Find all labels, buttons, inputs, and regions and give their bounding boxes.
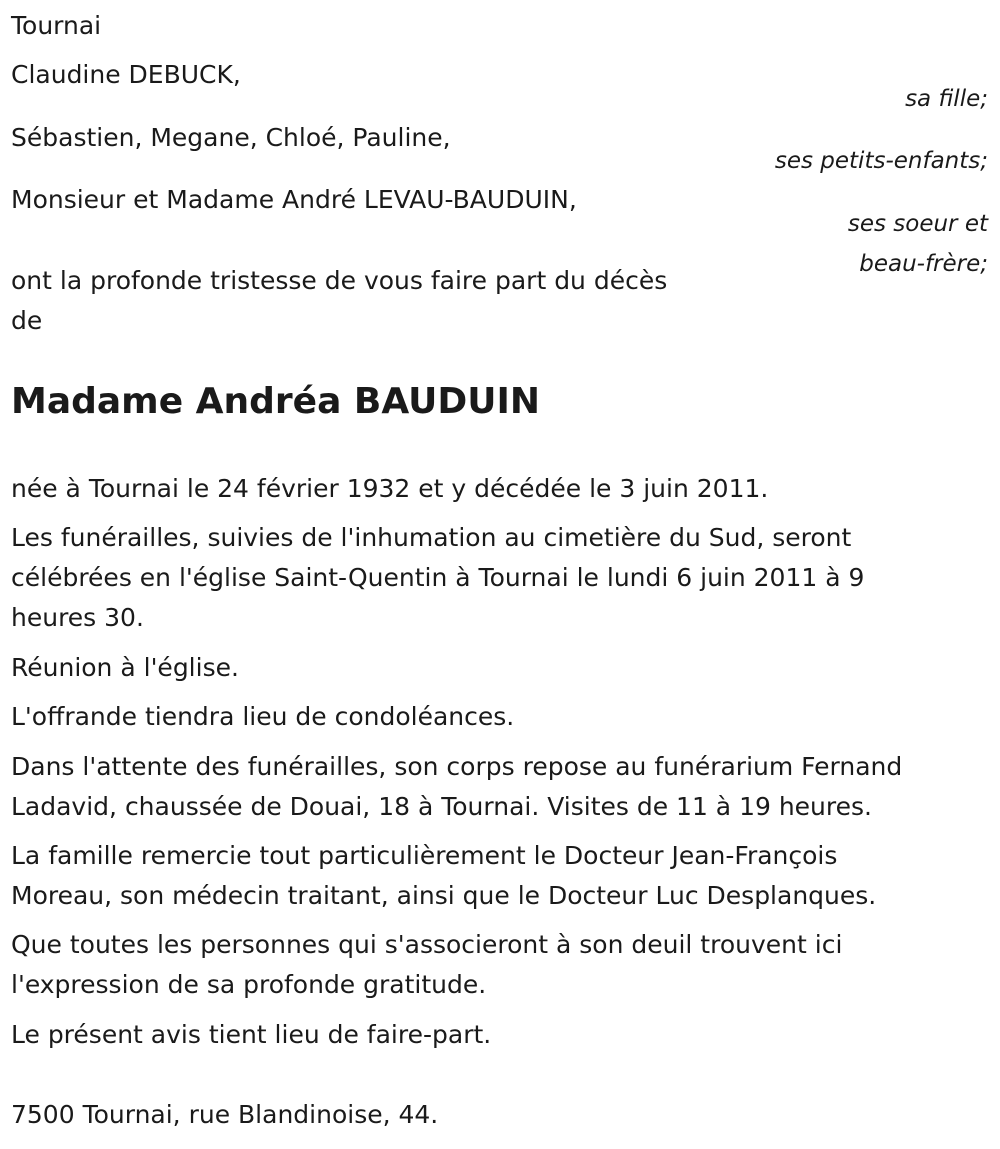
address-line: 7500 Tournai, rue Blandinoise, 44. <box>11 1100 439 1129</box>
announcement <box>11 261 731 341</box>
funerarium-line: Ladavid, chaussée de Douai, 18 à Tournai. Visites de 11 à 19 heures. <box>11 792 872 821</box>
family-member-grandchildren: Sébastien, Megane, Chloé, Pauline, <box>11 123 451 152</box>
relation-daughter: sa fille; <box>905 86 988 112</box>
thanks-doctors-paragraph <box>11 836 986 916</box>
funeral-paragraph <box>11 518 986 638</box>
relation-sister <box>848 204 988 284</box>
funerarium-paragraph <box>11 747 986 827</box>
city-header: Tournai <box>11 11 102 40</box>
funerarium-line: Dans l'attente des funérailles, son corps repose au funérarium Fernand <box>11 752 903 781</box>
gratitude-line: Que toutes les personnes qui s'associeront à son deuil trouvent ici <box>11 930 843 959</box>
family-member-daughter: Claudine DEBUCK, <box>11 60 241 89</box>
relation-sister-line1: ses soeur et <box>847 211 988 237</box>
announcement-line2: de <box>11 306 43 335</box>
gratitude-line: l'expression de sa profonde gratitude. <box>11 970 487 999</box>
notice-line: Le présent avis tient lieu de faire-part. <box>11 1020 492 1049</box>
birth-death-line: née à Tournai le 24 février 1932 et y décédée le 3 juin 2011. <box>11 474 769 503</box>
thanks-line: La famille remercie tout particulièrement le Docteur Jean-François <box>11 841 838 870</box>
relation-sister-line2: beau-frère; <box>859 251 988 277</box>
thanks-line: Moreau, son médecin traitant, ainsi que le Docteur Luc Desplanques. <box>11 881 877 910</box>
offering-line: L'offrande tiendra lieu de condoléances. <box>11 702 515 731</box>
family-member-sister: Monsieur et Madame André LEVAU-BAUDUIN, <box>11 185 577 214</box>
deceased-name: Madame Andréa BAUDUIN <box>11 381 540 422</box>
funeral-line: Les funérailles, suivies de l'inhumation au cimetière du Sud, seront <box>11 523 852 552</box>
funeral-line: heures 30. <box>11 603 144 632</box>
gratitude-paragraph <box>11 925 986 1005</box>
relation-grandchildren: ses petits-enfants; <box>774 148 988 174</box>
announcement-line1: ont la profonde tristesse de vous faire part du décès <box>11 266 668 295</box>
meeting-line: Réunion à l'église. <box>11 653 239 682</box>
funeral-line: célébrées en l'église Saint-Quentin à Tournai le lundi 6 juin 2011 à 9 <box>11 563 865 592</box>
